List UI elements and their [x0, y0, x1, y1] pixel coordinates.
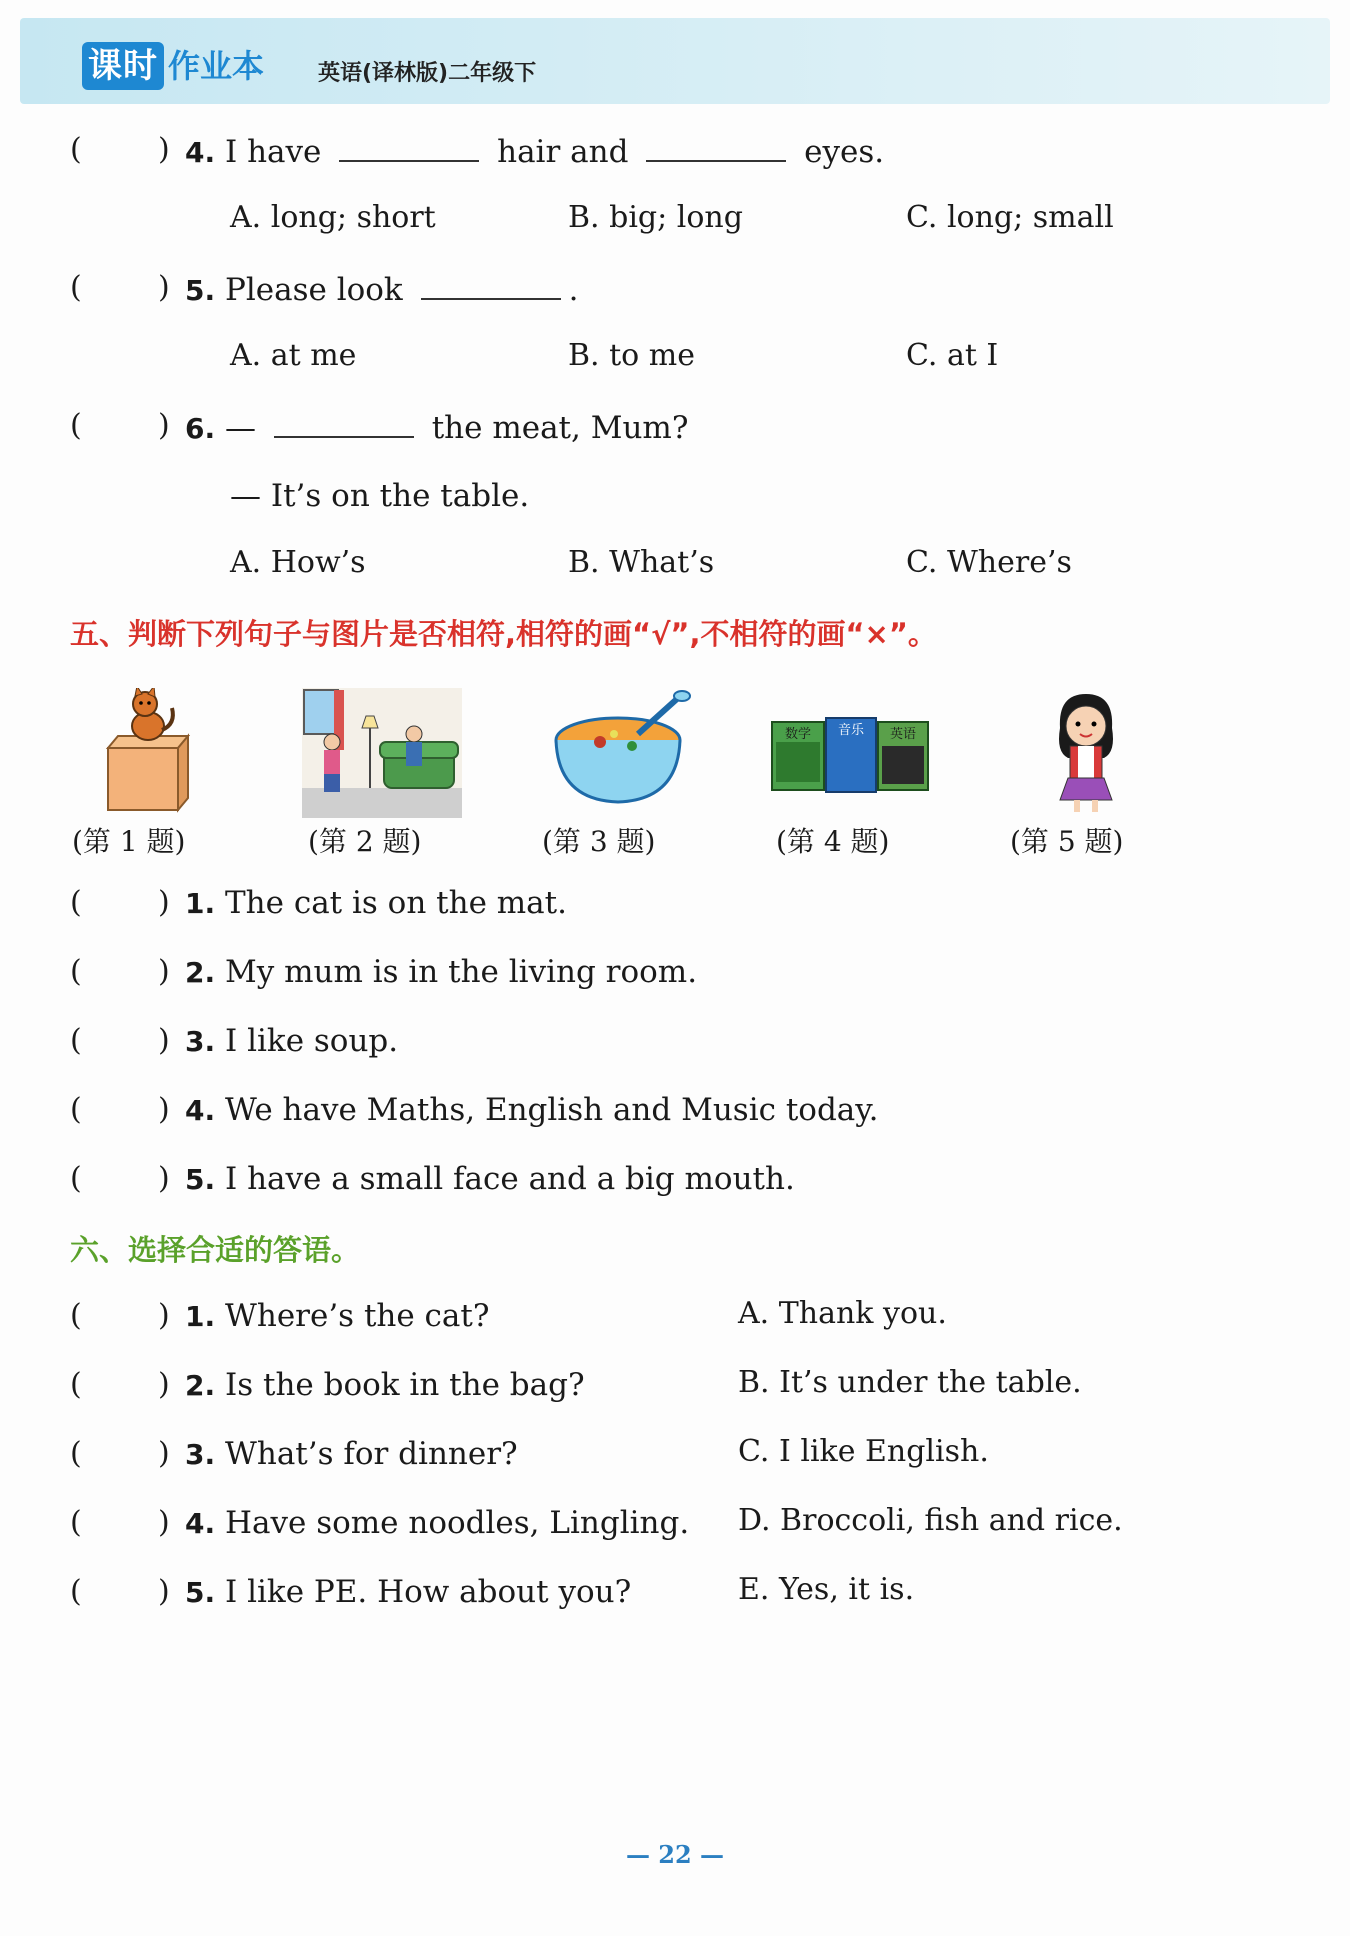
fill-blank — [646, 130, 786, 162]
question-number: 2. — [185, 956, 216, 989]
judge-item-3 — [185, 1021, 398, 1062]
answer-paren-close: ) — [158, 132, 170, 167]
match-question-5 — [185, 1572, 631, 1613]
question-6 — [185, 406, 688, 449]
judge-item-4 — [185, 1090, 879, 1131]
question-number: 2. — [185, 1369, 216, 1402]
soup-bowl-picture — [548, 688, 698, 818]
match-answer-b: B. It’s under the table. — [738, 1365, 1082, 1400]
match-question-3 — [185, 1434, 518, 1475]
question-stem: Please look — [224, 272, 403, 308]
judge-text: The cat is on the mat. — [224, 885, 567, 921]
answer-paren-close: ) — [158, 1023, 170, 1058]
question-number: 5. — [185, 1163, 216, 1196]
answer-paren-open: ( — [70, 1436, 82, 1471]
answer-paren-open: ( — [70, 1092, 82, 1127]
option-a: A. at me — [230, 338, 357, 373]
judge-item-5 — [185, 1159, 795, 1200]
match-question-1 — [185, 1296, 489, 1337]
answer-paren-close: ) — [158, 1505, 170, 1540]
answer-paren-open: ( — [70, 1367, 82, 1402]
section-6-title: 六、选择合适的答语。 — [70, 1233, 361, 1267]
section-5-title: 五、判断下列句子与图片是否相符,相符的画“√”,不相符的画“×”。 — [70, 617, 937, 651]
answer-paren-close: ) — [158, 1298, 170, 1333]
fill-blank — [274, 406, 414, 438]
question-text: I like PE. How about you? — [224, 1574, 632, 1610]
brand-text: 作业本 — [168, 47, 265, 85]
question-4 — [185, 130, 884, 173]
answer-paren-open: ( — [70, 408, 82, 443]
question-number: 4. — [185, 1094, 216, 1127]
answer-paren-open: ( — [70, 1505, 82, 1540]
option-b: B. What’s — [568, 545, 715, 580]
judge-text: We have Maths, English and Music today. — [224, 1092, 879, 1128]
answer-paren-open: ( — [70, 885, 82, 920]
option-b: B. to me — [568, 338, 695, 373]
question-number: 3. — [185, 1025, 216, 1058]
answer-paren-open: ( — [70, 954, 82, 989]
match-answer-e: E. Yes, it is. — [738, 1572, 915, 1607]
option-a: A. How’s — [230, 545, 366, 580]
question-number: 5. — [185, 274, 216, 307]
judge-text: I like soup. — [224, 1023, 399, 1059]
books-picture — [770, 688, 930, 818]
book-label-maths: 数学 — [784, 727, 812, 742]
judge-item-1 — [185, 883, 567, 924]
picture-caption: (第 1 题) — [72, 825, 186, 858]
match-answer-a: A. Thank you. — [738, 1296, 947, 1331]
question-number: 6. — [185, 412, 216, 445]
match-answer-d: D. Broccoli, fish and rice. — [738, 1503, 1123, 1538]
brand-logo — [82, 40, 264, 92]
question-stem: — — [224, 410, 256, 446]
match-answer-c: C. I like English. — [738, 1434, 989, 1469]
option-a: A. long; short — [230, 200, 436, 235]
answer-paren-open: ( — [70, 132, 82, 167]
page-number: — 22 — — [625, 1840, 725, 1869]
answer-paren-close: ) — [158, 270, 170, 305]
question-number: 5. — [185, 1576, 216, 1609]
picture-caption: (第 2 题) — [308, 825, 422, 858]
question-number: 3. — [185, 1438, 216, 1471]
question-number: 4. — [185, 136, 216, 169]
question-5 — [185, 268, 578, 311]
question-stem: the meat, Mum? — [431, 410, 689, 446]
living-room-picture — [302, 688, 462, 818]
brand-box: 课时 — [82, 42, 164, 90]
fill-blank — [339, 130, 479, 162]
answer-paren-close: ) — [158, 1367, 170, 1402]
question-number: 1. — [185, 1300, 216, 1333]
answer-paren-open: ( — [70, 1023, 82, 1058]
fill-blank — [421, 268, 561, 300]
question-number: 1. — [185, 887, 216, 920]
option-b: B. big; long — [568, 200, 743, 235]
option-c: C. Where’s — [906, 545, 1072, 580]
question-text: Is the book in the bag? — [224, 1367, 585, 1403]
answer-paren-close: ) — [158, 1436, 170, 1471]
question-stem: I have — [224, 134, 322, 170]
girl-picture — [1030, 688, 1140, 818]
book-label-music: 音乐 — [837, 723, 865, 738]
picture-caption: (第 5 题) — [1010, 825, 1124, 858]
answer-paren-close: ) — [158, 1574, 170, 1609]
picture-caption: (第 3 题) — [542, 825, 656, 858]
answer-paren-open: ( — [70, 270, 82, 305]
book-label-english: 英语 — [889, 727, 917, 742]
question-text: What’s for dinner? — [224, 1436, 518, 1472]
answer-paren-open: ( — [70, 1161, 82, 1196]
question-stem: . — [568, 272, 579, 308]
option-c: C. at I — [906, 338, 999, 373]
judge-item-2 — [185, 952, 697, 993]
answer-paren-close: ) — [158, 1092, 170, 1127]
question-6-reply: — It’s on the table. — [230, 478, 530, 514]
header-subtitle: 英语(译林版)二年级下 — [318, 61, 537, 86]
question-stem: hair and — [497, 134, 629, 170]
answer-paren-close: ) — [158, 408, 170, 443]
answer-paren-close: ) — [158, 1161, 170, 1196]
judge-text: I have a small face and a big mouth. — [224, 1161, 795, 1197]
option-c: C. long; small — [906, 200, 1114, 235]
answer-paren-close: ) — [158, 954, 170, 989]
judge-text: My mum is in the living room. — [224, 954, 698, 990]
cat-on-box-picture — [90, 688, 230, 818]
question-text: Where’s the cat? — [224, 1298, 490, 1334]
picture-caption: (第 4 题) — [776, 825, 890, 858]
answer-paren-close: ) — [158, 885, 170, 920]
match-question-4 — [185, 1503, 689, 1544]
question-number: 4. — [185, 1507, 216, 1540]
question-text: Have some noodles, Lingling. — [224, 1505, 690, 1541]
match-question-2 — [185, 1365, 585, 1406]
answer-paren-open: ( — [70, 1298, 82, 1333]
answer-paren-open: ( — [70, 1574, 82, 1609]
question-stem: eyes. — [804, 134, 885, 170]
